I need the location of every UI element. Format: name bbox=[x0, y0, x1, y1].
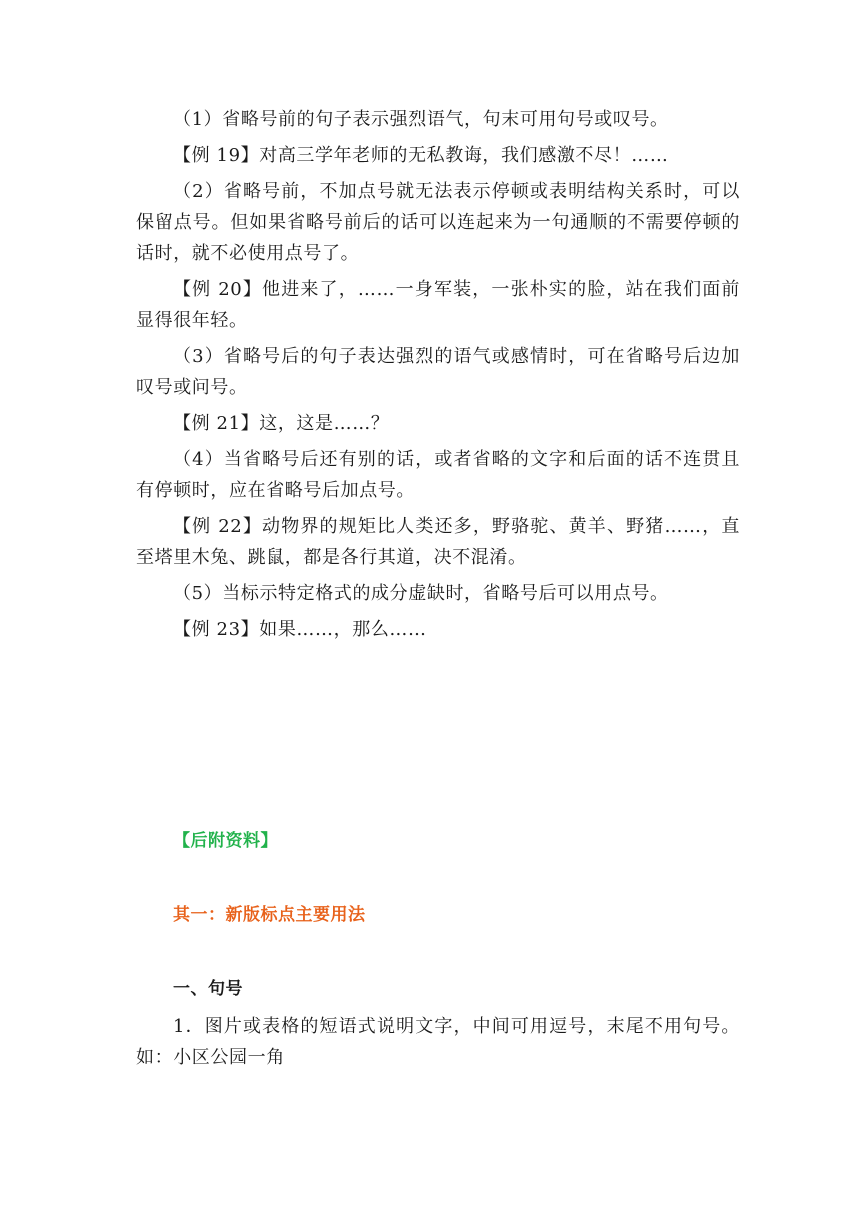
example-19-paragraph: 【例 19】对高三学年老师的无私教诲，我们感激不尽！…… bbox=[173, 145, 669, 166]
rule-5-paragraph: （5）当标示特定格式的成分虚缺时，省略号后可以用点号。 bbox=[173, 583, 669, 604]
example-21-paragraph: 【例 21】这，这是……？ bbox=[173, 413, 390, 434]
example-22-paragraph: 【例 22】动物界的规矩比人类还多，野骆驼、黄羊、野猪……，直至塔里木兔、跳鼠，都是各行其道，决不混淆。 bbox=[136, 516, 740, 568]
appendix-paragraph: 1．图片或表格的短语式说明文字，中间可用逗号，末尾不用句号。如：小区公园一角 bbox=[136, 1016, 740, 1068]
body-text bbox=[136, 104, 740, 645]
appendix-body bbox=[136, 1011, 740, 1073]
example-20-paragraph: 【例 20】他进来了，……一身军装，一张朴实的脸，站在我们面前显得很年轻。 bbox=[136, 279, 740, 331]
rule-1-paragraph: （1）省略号前的句子表示强烈语气，句末可用句号或叹号。 bbox=[173, 109, 669, 130]
rule-4-paragraph: （4）当省略号后还有别的话，或者省略的文字和后面的话不连贯且有停顿时，应在省略号后加点号。 bbox=[136, 449, 740, 501]
appendix-title: 【后附资料】 bbox=[173, 831, 278, 851]
section-title: 其一：新版标点主要用法 bbox=[173, 905, 366, 925]
subsection-title: 一、句号 bbox=[173, 979, 243, 999]
rule-3-paragraph: （3）省略号后的句子表达强烈的语气或感情时，可在省略号后边加叹号或问号。 bbox=[136, 346, 740, 398]
example-23-paragraph: 【例 23】如果……，那么…… bbox=[173, 619, 427, 640]
rule-2-paragraph: （2）省略号前，不加点号就无法表示停顿或表明结构关系时，可以保留点号。但如果省略号前后的话可以连起来为一句通顺的不需要停顿的话时，就不必使用点号了。 bbox=[136, 181, 740, 264]
